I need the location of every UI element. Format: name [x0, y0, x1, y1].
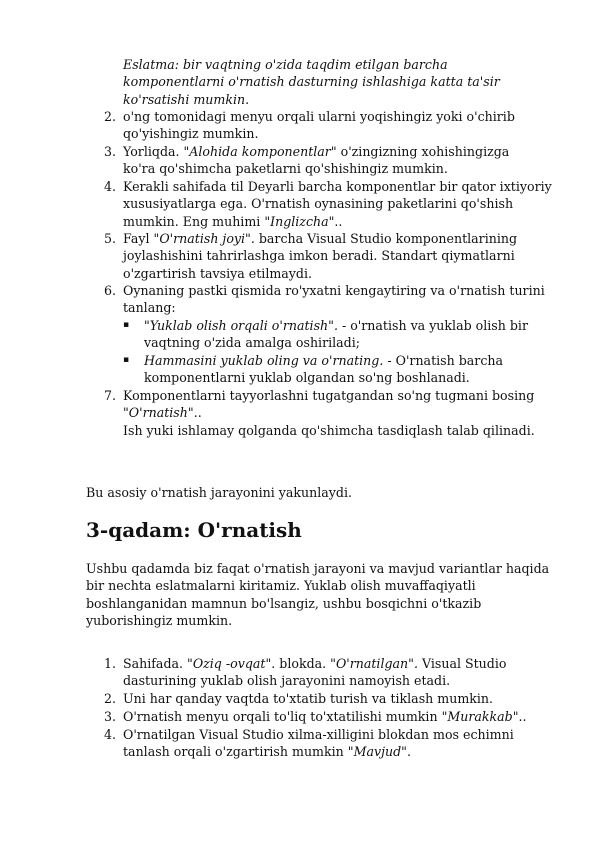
- intro-line-3: boshlanganidan mamnun bo'lsangiz, ushbu bosqichni o'tkazib: [86, 595, 482, 611]
- square-bullet-icon: ▪: [123, 355, 130, 365]
- text: Yorliqda.: [123, 144, 184, 159]
- text: Visual Studio: [417, 656, 507, 671]
- list-number: 2.: [104, 691, 117, 706]
- text: .: [406, 744, 411, 760]
- emphasis-text: "Yuklab olish orqali o'rnatish".: [144, 318, 338, 333]
- bullet-1-line-1: [144, 317, 554, 334]
- emphasis-text: "Alohida komponentlar": [183, 144, 337, 159]
- list-item-step-3: [104, 143, 563, 178]
- intro-paragraph: [86, 560, 556, 630]
- install-4-line-1: O'rnatilgan Visual Studio xilma-xilligini blokdan mos echimni: [123, 727, 514, 742]
- section-heading: 3-qadam: O'rnatish: [86, 518, 302, 542]
- note-line-2: komponentlarni o'rnatish dasturning ishlashiga katta ta'sir: [123, 74, 500, 90]
- text: - O'rnatish barcha: [383, 353, 503, 368]
- step-6-line-1: Oynaning pastki qismida ro'yxatni kengaytiring va o'rnatish turini: [123, 283, 545, 298]
- list-item-step-6: [104, 282, 563, 317]
- list-item-install-4: [104, 726, 563, 761]
- step-4-line-1: Kerakli sahifada til Deyarli barcha komponentlar bir qator ixtiyoriy: [123, 179, 552, 194]
- list-item-install-3: [104, 708, 563, 725]
- step-5-line-2: joylashishini tahrirlashga imkon beradi. Standart qiymatlarni: [123, 248, 515, 264]
- list-item-step-5: [104, 230, 563, 282]
- install-4-line-2: [123, 743, 563, 760]
- emphasis-text: "Oziq -ovqat".: [187, 656, 276, 671]
- step-2-line-2: qo'yishingiz mumkin.: [123, 126, 259, 142]
- list-number: 6.: [104, 283, 117, 298]
- list-number: 3.: [104, 144, 117, 159]
- step-5-line-1: [123, 230, 563, 247]
- emphasis-text: "O'rnatish": [123, 405, 194, 421]
- intro-line-4: yuborishingiz mumkin.: [86, 613, 233, 629]
- bullet-item-download-install: [123, 317, 554, 352]
- bullet-2-line-1: [144, 352, 554, 369]
- square-bullet-icon: ▪: [123, 320, 130, 330]
- install-2-line-1: Uni har qanday vaqtda to'xtatib turish va tiklash mumkin.: [123, 691, 494, 706]
- list-number: 4.: [104, 727, 117, 742]
- summary-paragraph: [86, 484, 556, 501]
- list-number: 4.: [104, 179, 117, 194]
- step-7-line-1: Komponentlarni tayyorlashni tugatgandan so'ng tugmani bosing: [123, 388, 535, 403]
- bullet-item-download-all: [123, 352, 554, 387]
- step-5-line-3: o'zgartirish tavsiya etilmaydi.: [123, 265, 313, 281]
- bullet-2-line-2: komponentlarni yuklab olgandan so'ng boshlanadi.: [144, 370, 470, 386]
- bullet-1-line-2: vaqtning o'zida amalga oshiriladi;: [144, 335, 361, 351]
- step-7-line-3: Ish yuki ishlamay qolganda qo'shimcha tasdiqlash talab qilinadi.: [123, 422, 535, 438]
- text: Sahifada.: [123, 656, 188, 671]
- intro-line-1: Ushbu qadamda biz faqat o'rnatish jarayoni va mavjud variantlar haqida: [86, 561, 550, 576]
- text: ..: [334, 213, 343, 229]
- list-number: 7.: [104, 388, 117, 403]
- list-item-install-2: [104, 690, 563, 707]
- step-7-line-2: [123, 404, 563, 421]
- list-item-install-1: [104, 655, 563, 690]
- intro-line-2: bir nechta eslatmalarni kiritamiz. Yuklab olish muvaffaqiyatli: [86, 578, 476, 594]
- step-6-line-2: tanlang:: [123, 300, 176, 316]
- installation-note: [123, 56, 543, 108]
- emphasis-text: "Inglizcha": [264, 213, 335, 229]
- text: ..: [193, 405, 202, 421]
- summary-text: Bu asosiy o'rnatish jarayonini yakunlaydi.: [86, 485, 353, 500]
- list-number: 2.: [104, 109, 117, 124]
- list-item-step-7: [104, 387, 563, 439]
- list-item-step-4: [104, 178, 563, 230]
- install-3-line-1: [123, 708, 563, 725]
- text: o'zingizning xohishingizga: [336, 144, 510, 159]
- step-2-line-1: o'ng tomonidagi menyu orqali ularni yoqishingiz yoki o'chirib: [123, 109, 515, 124]
- step-3-line-2: ko'ra qo'shimcha paketlarni qo'shishingiz mumkin.: [123, 161, 448, 177]
- note-line-1: Eslatma: bir vaqtning o'zida taqdim etilgan barcha: [123, 57, 448, 72]
- emphasis-text: "Mavjud": [347, 744, 407, 760]
- list-number: 5.: [104, 231, 117, 246]
- text: - o'rnatish va yuklab olish bir: [337, 318, 528, 333]
- step-4-line-2: xususiyatlarga ega. O'rnatish oynasining paketlarini qo'shish: [123, 196, 514, 212]
- install-1-line-1: [123, 655, 563, 672]
- text: O'rnatish menyu orqali to'liq to'xtatilishi mumkin: [123, 709, 442, 724]
- list-item-step-2: [104, 108, 563, 143]
- text: ..: [518, 709, 527, 724]
- emphasis-text: Hammasini yuklab oling va o'rnating.: [144, 353, 384, 368]
- step-4-line-3: [123, 213, 563, 230]
- text: tanlash orqali o'zgartirish mumkin: [123, 744, 348, 760]
- step-3-line-1: [123, 143, 563, 160]
- text: blokda.: [275, 656, 331, 671]
- text: Fayl: [123, 231, 154, 246]
- list-number: 3.: [104, 709, 117, 724]
- text: barcha Visual Studio komponentlarining: [254, 231, 518, 246]
- note-line-3: ko'rsatishi mumkin.: [123, 91, 250, 107]
- emphasis-text: "O'rnatish joyi".: [153, 231, 255, 246]
- text: mumkin. Eng muhimi: [123, 213, 265, 229]
- list-number: 1.: [104, 656, 117, 671]
- install-1-line-2: dasturining yuklab olish jarayonini namoyish etadi.: [123, 673, 451, 689]
- emphasis-text: "Murakkab": [441, 709, 519, 724]
- emphasis-text: "O'rnatilgan".: [330, 656, 418, 671]
